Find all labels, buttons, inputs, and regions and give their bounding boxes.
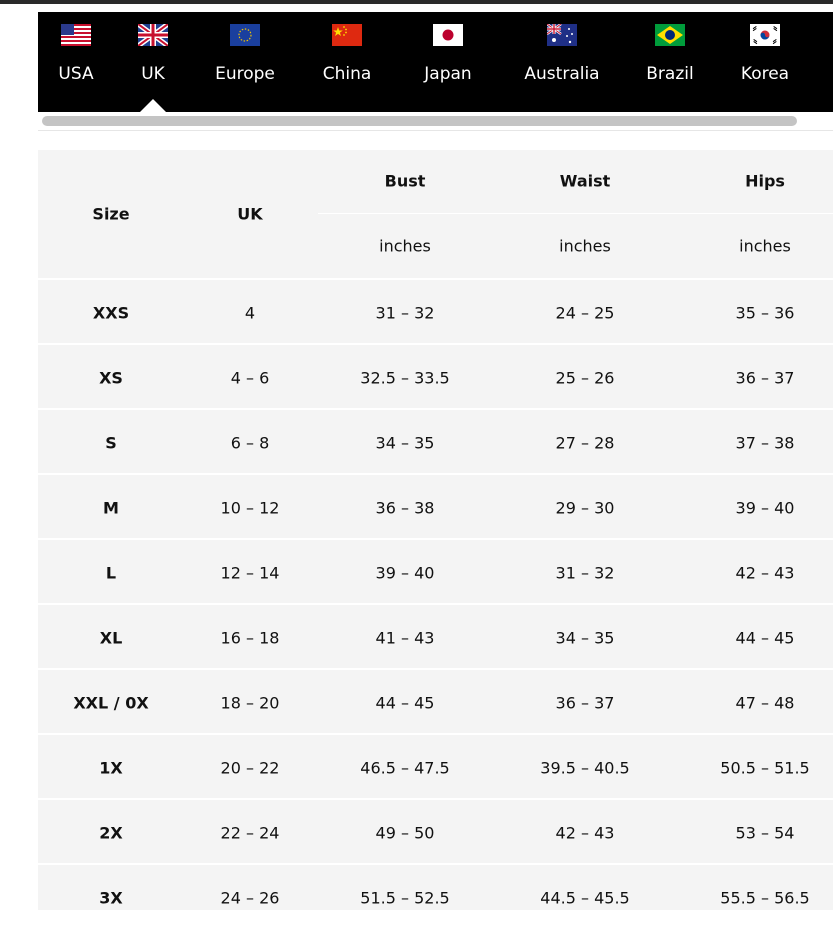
china-flag-icon: [332, 24, 362, 46]
table-row: [38, 408, 833, 473]
cell-hips: 53 – 54: [735, 823, 795, 843]
cell-region: 4: [244, 303, 256, 323]
cell-waist: 34 – 35: [555, 628, 615, 648]
tab-label: USA: [58, 64, 94, 84]
brazil-flag-icon: [655, 24, 685, 46]
cell-bust: 46.5 – 47.5: [360, 758, 450, 778]
tab-label: Korea: [740, 64, 790, 84]
header-bust-unit: inches: [379, 236, 431, 256]
cell-bust: 31 – 32: [375, 303, 435, 323]
header-divider: [318, 213, 833, 214]
tab-uk[interactable]: [118, 12, 188, 112]
table-row: [38, 863, 833, 928]
header-waist-unit: inches: [559, 236, 611, 256]
cell-bust: 41 – 43: [375, 628, 435, 648]
size-chart-table: [38, 150, 833, 910]
cell-hips: 55.5 – 56.5: [720, 888, 810, 908]
table-row: [38, 798, 833, 863]
cell-hips: 37 – 38: [735, 433, 795, 453]
table-row: [38, 603, 833, 668]
cell-bust: 39 – 40: [375, 563, 435, 583]
tab-label: Brazil: [646, 64, 694, 84]
cell-hips: 50.5 – 51.5: [720, 758, 810, 778]
header-bust: Bust: [384, 171, 426, 191]
cell-size: 2X: [99, 823, 123, 843]
cell-hips: 47 – 48: [735, 693, 795, 713]
cell-waist: 24 – 25: [555, 303, 615, 323]
uk-flag-icon: [138, 24, 168, 46]
cell-hips: 42 – 43: [735, 563, 795, 583]
cell-size: L: [105, 563, 117, 583]
cell-size: XS: [99, 368, 123, 388]
cell-region: 6 – 8: [230, 433, 270, 453]
cell-waist: 27 – 28: [555, 433, 615, 453]
table-header: [38, 150, 833, 278]
tab-label: Europe: [215, 64, 275, 84]
cell-bust: 49 – 50: [375, 823, 435, 843]
cell-bust: 34 – 35: [375, 433, 435, 453]
japan-flag-icon: [433, 24, 463, 46]
eu-flag-icon: [230, 24, 260, 46]
active-tab-caret-icon: [140, 99, 166, 112]
tab-label: Japan: [424, 64, 472, 84]
cell-size: M: [103, 498, 119, 518]
tab-brazil[interactable]: [630, 12, 710, 112]
tab-label: Australia: [524, 64, 600, 84]
cell-bust: 36 – 38: [375, 498, 435, 518]
table-row: [38, 343, 833, 408]
cell-waist: 39.5 – 40.5: [540, 758, 630, 778]
table-row: [38, 473, 833, 538]
table-row: [38, 668, 833, 733]
cell-waist: 44.5 – 45.5: [540, 888, 630, 908]
cell-region: 4 – 6: [230, 368, 270, 388]
cell-bust: 44 – 45: [375, 693, 435, 713]
cell-waist: 36 – 37: [555, 693, 615, 713]
tab-japan[interactable]: [403, 12, 493, 112]
cell-region: 24 – 26: [220, 888, 280, 908]
top-divider: [0, 0, 833, 4]
cell-waist: 29 – 30: [555, 498, 615, 518]
tab-label: UK: [141, 64, 165, 84]
header-waist: Waist: [559, 171, 611, 191]
header-region-size: UK: [237, 204, 263, 224]
table-row: [38, 278, 833, 343]
cell-region: 18 – 20: [220, 693, 280, 713]
scrollbar-thumb[interactable]: [42, 116, 797, 126]
tab-australia[interactable]: [503, 12, 621, 112]
cell-hips: 44 – 45: [735, 628, 795, 648]
header-size: Size: [92, 204, 130, 224]
header-hips: Hips: [745, 171, 785, 191]
tab-europe[interactable]: [198, 12, 291, 112]
cell-size: 1X: [99, 758, 123, 778]
cell-size: XXS: [92, 303, 130, 323]
country-selector-bar: [38, 12, 833, 112]
usa-flag-icon: [61, 24, 91, 46]
horizontal-scrollbar[interactable]: [38, 114, 833, 131]
cell-size: XL: [99, 628, 123, 648]
table-row: [38, 733, 833, 798]
tab-china[interactable]: [301, 12, 393, 112]
tab-label: China: [322, 64, 372, 84]
cell-region: 22 – 24: [220, 823, 280, 843]
cell-region: 12 – 14: [220, 563, 280, 583]
tab-korea[interactable]: [720, 12, 810, 112]
australia-flag-icon: [547, 24, 577, 46]
cell-bust: 51.5 – 52.5: [360, 888, 450, 908]
korea-flag-icon: [750, 24, 780, 46]
cell-hips: 39 – 40: [735, 498, 795, 518]
cell-size: S: [105, 433, 117, 453]
cell-waist: 42 – 43: [555, 823, 615, 843]
header-hips-unit: inches: [739, 236, 791, 256]
cell-region: 16 – 18: [220, 628, 280, 648]
cell-bust: 32.5 – 33.5: [360, 368, 450, 388]
cell-region: 10 – 12: [220, 498, 280, 518]
cell-size: XXL / 0X: [73, 693, 149, 713]
cell-waist: 25 – 26: [555, 368, 615, 388]
tab-usa[interactable]: [38, 12, 114, 112]
table-row: [38, 538, 833, 603]
cell-size: 3X: [99, 888, 123, 908]
cell-hips: 35 – 36: [735, 303, 795, 323]
cell-hips: 36 – 37: [735, 368, 795, 388]
cell-waist: 31 – 32: [555, 563, 615, 583]
cell-region: 20 – 22: [220, 758, 280, 778]
